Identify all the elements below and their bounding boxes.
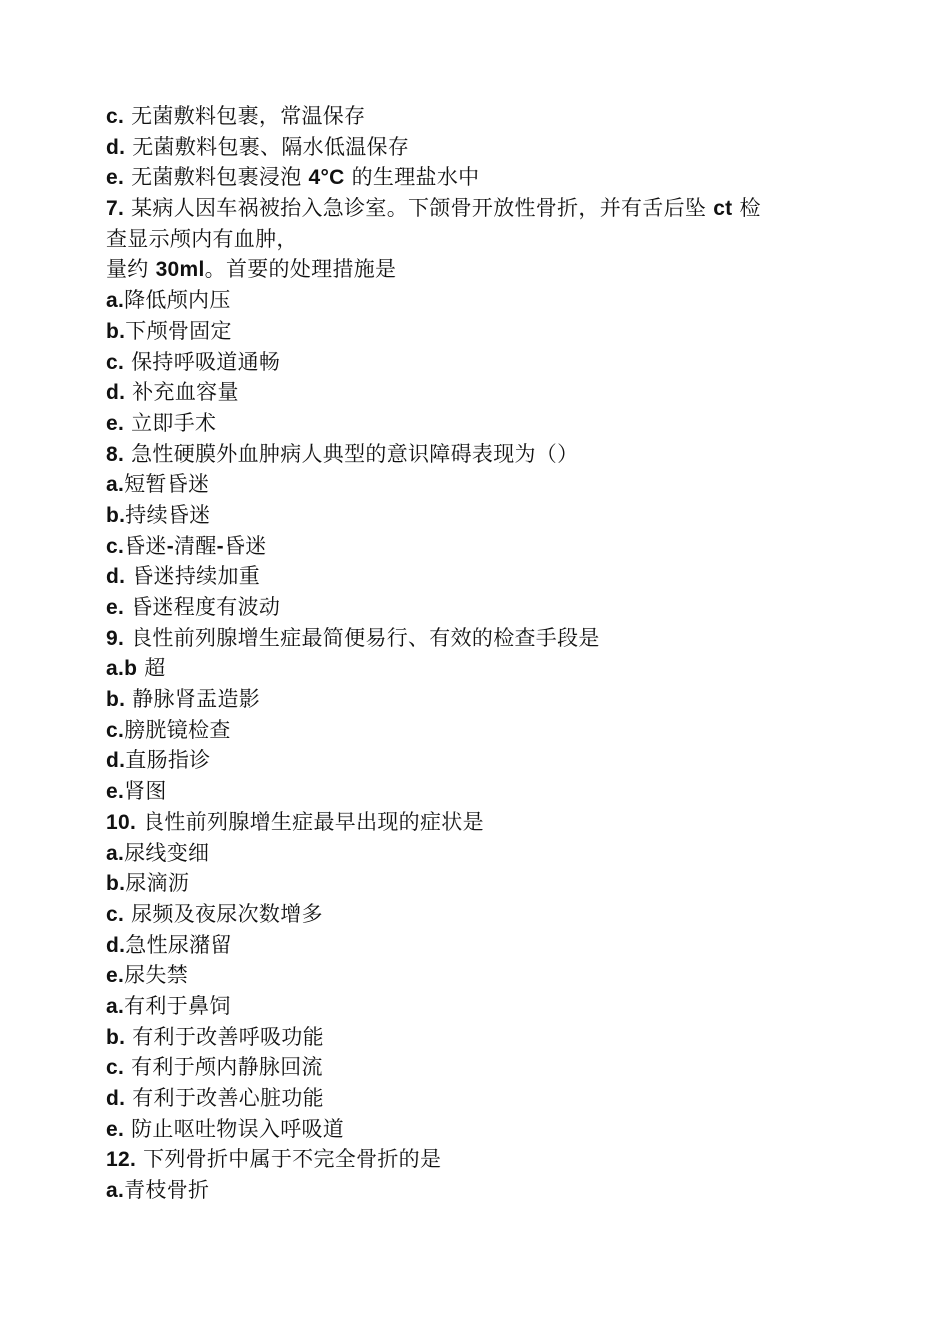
option-line: b.下颅骨固定 — [106, 318, 232, 343]
option-line: a.有利于鼻饲 — [106, 993, 231, 1018]
question-line: 8. 急性硬膜外血肿病人典型的意识障碍表现为（） — [106, 441, 579, 466]
option-line: b.持续昏迷 — [106, 502, 211, 527]
option-line: d. 有利于改善心脏功能 — [106, 1086, 324, 1110]
option-line: e.尿失禁 — [106, 963, 189, 988]
question-line: 量约 30ml。首要的处理措施是 — [106, 257, 397, 282]
option-line: e. 立即手术 — [106, 410, 217, 435]
option-line: a.短暂昏迷 — [106, 472, 210, 497]
option-line: e.肾图 — [106, 779, 167, 804]
option-line: e. 无菌敷料包裹浸泡 4°C 的生理盐水中 — [106, 165, 480, 190]
option-line: c. 有利于颅内静脉回流 — [106, 1055, 323, 1080]
question-list — [106, 101, 846, 1206]
option-line: d.直肠指诊 — [106, 748, 211, 773]
option-line: c. 保持呼吸道通畅 — [106, 349, 281, 374]
option-line: b. 有利于改善呼吸功能 — [106, 1024, 324, 1049]
option-line: d.急性尿潴留 — [106, 932, 232, 957]
option-line: e. 昏迷程度有波动 — [106, 595, 281, 619]
option-line: d. 补充血容量 — [106, 380, 239, 405]
option-line: d. 无菌敷料包裹、隔水低温保存 — [106, 134, 410, 159]
option-line: a.尿线变细 — [106, 840, 210, 865]
option-line: d. 昏迷持续加重 — [106, 564, 261, 589]
option-line: e. 防止呕吐物误入呼吸道 — [106, 1116, 345, 1141]
question-line: 10. 良性前列腺增生症最早出现的症状是 — [106, 809, 484, 834]
option-line: c.昏迷-清醒-昏迷 — [106, 533, 267, 558]
question-line: 7. 某病人因车祸被抬入急诊室。下颌骨开放性骨折，并有舌后坠 ct 检 — [106, 196, 761, 221]
question-line: 12. 下列骨折中属于不完全骨折的是 — [106, 1147, 442, 1172]
option-line: a.b 超 — [106, 656, 166, 681]
question-line: 9. 良性前列腺增生症最简便易行、有效的检查手段是 — [106, 625, 600, 650]
option-line: c. 无菌敷料包裹，常温保存 — [106, 104, 366, 128]
option-line: a.青枝骨折 — [106, 1178, 210, 1203]
option-line: b. 静脉肾盂造影 — [106, 687, 261, 712]
option-line: c.膀胱镜检查 — [106, 717, 231, 742]
option-line: c. 尿频及夜尿次数增多 — [106, 901, 323, 926]
question-line: 查显示颅内有血肿， — [106, 226, 298, 251]
option-line: b.尿滴沥 — [106, 871, 190, 896]
option-line: a.降低颅内压 — [106, 288, 231, 313]
